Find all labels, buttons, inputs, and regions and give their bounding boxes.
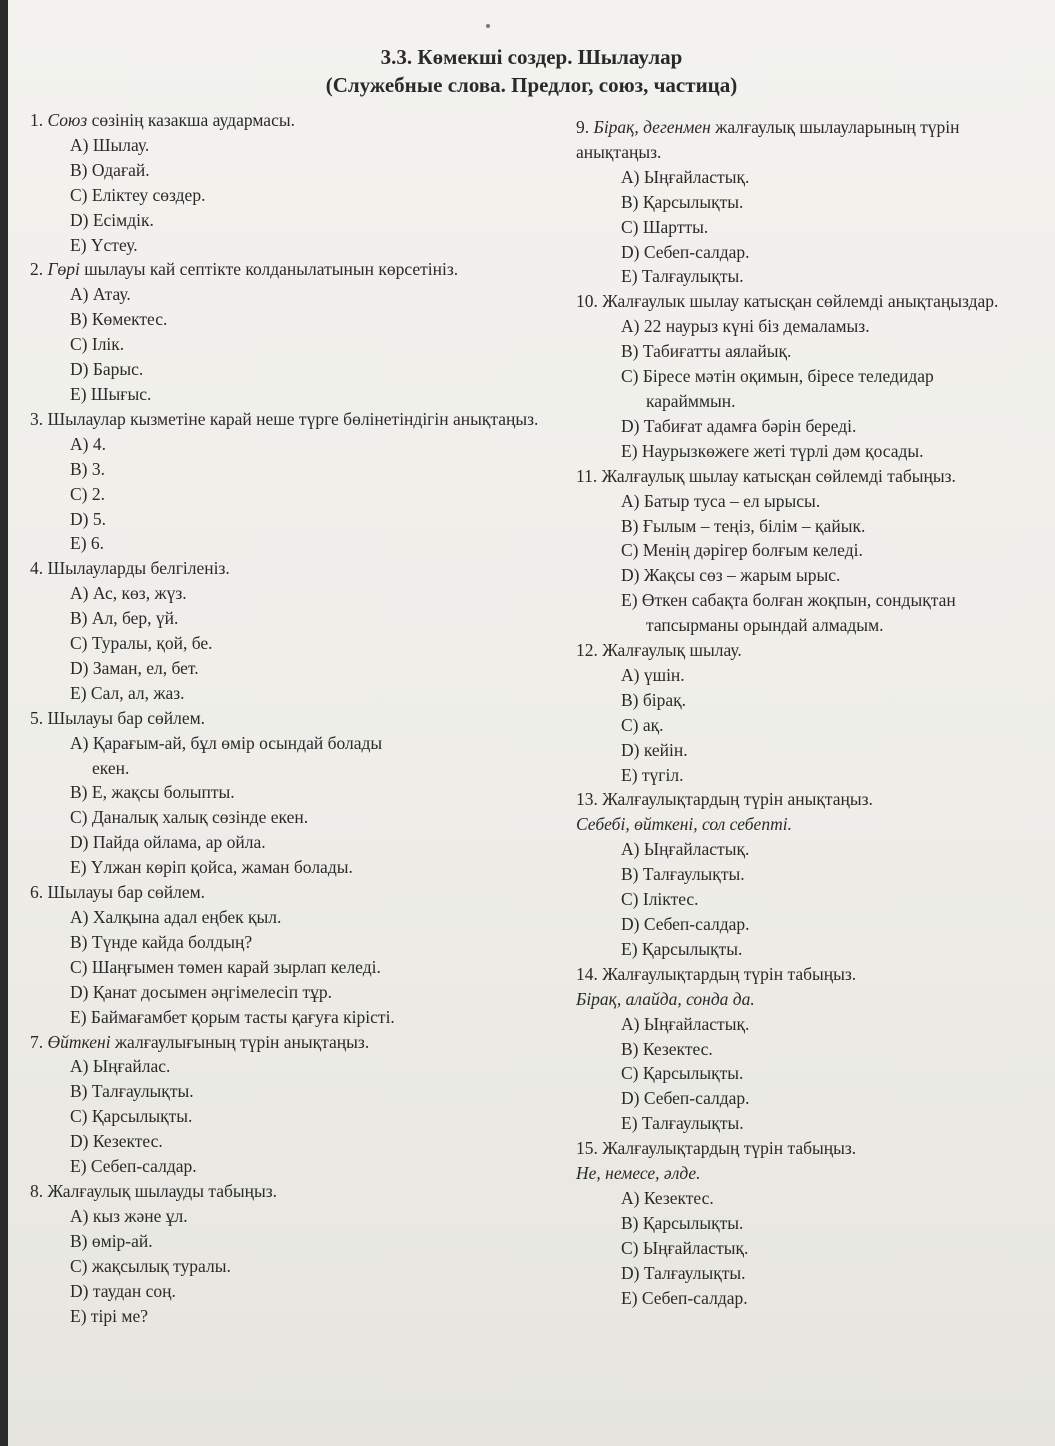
- answer-option: D) Қанат досымен әңгімелесіп тұр.: [70, 981, 333, 1002]
- question-number: 6.: [30, 882, 48, 903]
- left-question-column: [30, 108, 540, 1328]
- question-text: шылауы кай септікте колданылатынын көрсетініз.: [79, 259, 459, 280]
- answer-option: С) ақ.: [621, 714, 664, 735]
- answer-option: А) Ыңғайлас.: [70, 1056, 171, 1077]
- answer-option: А) Атау.: [70, 284, 131, 305]
- question-text: Шылауы бар сөйлем.: [47, 707, 206, 728]
- answer-option: D) Заман, ел, бет.: [70, 657, 199, 678]
- question-4: [30, 556, 540, 581]
- answer-option: D) Себеп-салдар.: [621, 241, 750, 262]
- answer-option: А) үшін.: [621, 664, 685, 685]
- answer-option: D) таудан соң.: [70, 1280, 176, 1301]
- answer-option: E) Талғаулықты.: [621, 1113, 744, 1134]
- answer-option: D) кейін.: [621, 739, 688, 760]
- question-2: [30, 257, 540, 282]
- question-text: Жалғаулық шылау.: [602, 640, 742, 661]
- question-7: [30, 1030, 540, 1055]
- question-text: Жалғаулықтардың түрін табыңыз.: [602, 1138, 857, 1159]
- question-text: жалғаулық шылауларының түрін анықтаңыз.: [576, 117, 960, 162]
- answer-option: А) Ыңғайластық.: [621, 839, 750, 860]
- question-number: 13.: [576, 789, 603, 810]
- question-keyword: Союз: [47, 110, 88, 130]
- question-keyword: Бірақ, дегенмен: [593, 117, 711, 137]
- answer-option: E) Өткен сабақта болған жоқпын, сондықтан: [621, 590, 956, 611]
- question-8: [30, 1179, 540, 1204]
- question-number: 4.: [30, 558, 48, 579]
- question-number: 1.: [30, 110, 48, 130]
- question-13: [576, 787, 1046, 812]
- answer-option: В) Табиғатты аялайық.: [621, 341, 792, 362]
- answer-option: E) Сал, ал, жаз.: [70, 682, 185, 703]
- question-9: [576, 115, 1046, 165]
- question-number: 14.: [576, 963, 603, 984]
- question-text: Шылауы бар сөйлем.: [47, 882, 206, 903]
- answer-option: В) Одағай.: [70, 159, 150, 180]
- question-5: [30, 706, 540, 731]
- answer-option: В) Е, жақсы болыпты.: [70, 782, 235, 803]
- question-number: 3.: [30, 408, 48, 429]
- question-text: Жалғаулықтардың түрін анықтаңыз.: [602, 789, 873, 810]
- answer-option: С) Шаңғымен төмен карай зырлап келеді.: [70, 956, 381, 977]
- question-number: 8.: [30, 1180, 48, 1201]
- answer-option-continuation: екен.: [92, 757, 130, 778]
- answer-option: В) Ал, бер, үй.: [70, 608, 179, 629]
- question-example-words: Себебі, өйткені, сол себепті.: [576, 814, 792, 835]
- answer-option: E) Себеп-салдар.: [70, 1156, 197, 1177]
- answer-option: В) Кезектес.: [621, 1038, 713, 1059]
- question-text: Шылаулар кызметіне карай неше түрге бөлінетіндігін анықтаңыз.: [47, 408, 539, 429]
- answer-option: А) Кезектес.: [621, 1187, 714, 1208]
- question-keyword: Гөрі: [47, 259, 80, 280]
- answer-option: С) Қарсылықты.: [70, 1106, 193, 1127]
- answer-option: С) Біресе мәтін оқимын, біресе теледидар: [621, 366, 934, 387]
- question-text: жалғаулығының түрін анықтаңыз.: [110, 1031, 370, 1052]
- answer-option: E) 6.: [70, 533, 105, 554]
- answer-option: E) Себеп-салдар.: [621, 1287, 748, 1308]
- answer-option: С) Менің дәрігер болғым келеді.: [621, 540, 863, 561]
- question-number: 9.: [576, 117, 594, 137]
- question-3: [30, 407, 540, 432]
- question-6: [30, 880, 540, 905]
- answer-option: В) бірақ.: [621, 689, 687, 710]
- question-text: сөзінің казакша аудармасы.: [87, 110, 295, 130]
- answer-option: А) 22 наурыз күні біз демаламыз.: [621, 316, 870, 337]
- question-number: 11.: [576, 465, 602, 486]
- question-12: [576, 638, 1046, 663]
- question-text: Жалғаулык шылау катысқан сөйлемді анықтаңыздар.: [602, 291, 999, 312]
- answer-option: E) тірі ме?: [70, 1305, 148, 1326]
- question-number: 15.: [576, 1138, 603, 1159]
- question-text: Жалғаулықтардың түрін табыңыз.: [602, 963, 857, 984]
- answer-option: D) Жақсы сөз – жарым ырыс.: [621, 565, 841, 586]
- pencil-mark: [486, 24, 490, 28]
- answer-option: С) Еліктеу сөздер.: [70, 184, 206, 205]
- answer-option: А) Ас, көз, жүз.: [70, 583, 187, 604]
- question-example-words: Бірақ, алайда, сонда да.: [576, 988, 755, 1009]
- question-number: 7.: [30, 1031, 48, 1052]
- question-text: Жалғаулық шылау катысқан сөйлемді табыңыз.: [601, 465, 956, 486]
- question-14: [576, 962, 1046, 987]
- answer-option: А) Ыңғайластық.: [621, 166, 750, 187]
- answer-option: А) Ыңғайластық.: [621, 1013, 750, 1034]
- question-keyword: Өйткені: [47, 1031, 111, 1052]
- answer-option: С) Ыңғайластық.: [621, 1237, 749, 1258]
- question-text: Шылауларды белгіленіз.: [47, 558, 230, 579]
- answer-option: E) Наурызкөжеге жеті түрлі дәм қосады.: [621, 440, 924, 461]
- question-15: [576, 1136, 1046, 1161]
- answer-option: E) Баймағамбет қорым тасты қағуға кірісті.: [70, 1006, 395, 1027]
- answer-option: D) Себеп-салдар.: [621, 1088, 750, 1109]
- question-10: [576, 289, 1046, 314]
- answer-option: А) кыз және ұл.: [70, 1205, 188, 1226]
- answer-option: D) Барыс.: [70, 359, 144, 380]
- answer-option: В) өмір-ай.: [70, 1230, 153, 1251]
- question-number: 12.: [576, 640, 603, 661]
- answer-option: А) Қарағым-ай, бұл өмір осындай болады: [70, 732, 383, 753]
- answer-option: D) 5.: [70, 508, 106, 529]
- question-number: 10.: [576, 291, 603, 312]
- answer-option: С) Қарсылықты.: [621, 1063, 744, 1084]
- answer-option: D) Пайда ойлама, ар ойла.: [70, 832, 266, 853]
- question-11: [576, 464, 1046, 489]
- right-question-column: [576, 115, 1046, 1311]
- answer-option-continuation: карайммын.: [646, 390, 736, 411]
- question-text: Жалғаулық шылауды табыңыз.: [47, 1180, 278, 1201]
- answer-option: А) Халқына адал еңбек қыл.: [70, 907, 282, 927]
- page-title: 3.3. Көмекші создер. Шылаулар: [380, 45, 683, 69]
- question-1: [30, 108, 540, 133]
- answer-option: С) Туралы, қой, бе.: [70, 633, 213, 654]
- answer-option: D) Талғаулықты.: [621, 1262, 746, 1283]
- answer-option-continuation: тапсырманы орындай алмадым.: [646, 615, 884, 636]
- answer-option: С) Іліктес.: [621, 889, 699, 910]
- answer-option: D) Кезектес.: [70, 1131, 163, 1152]
- answer-option: E) Үстеу.: [70, 234, 138, 255]
- answer-option: А) Батыр туса – ел ырысы.: [621, 490, 821, 511]
- answer-option: В) 3.: [70, 458, 105, 479]
- answer-option: В) Талғаулықты.: [621, 864, 745, 885]
- answer-option: E) Талғаулықты.: [621, 266, 744, 287]
- answer-option: В) Қарсылықты.: [621, 1212, 744, 1233]
- answer-option: С) Ілік.: [70, 334, 125, 355]
- question-example-words: Не, немесе, әлде.: [576, 1163, 701, 1184]
- answer-option: С) жақсылық туралы.: [70, 1255, 231, 1276]
- answer-option: С) 2.: [70, 483, 105, 504]
- answer-option: В) Түнде кайда болдың?: [70, 931, 253, 952]
- worksheet-page: [8, 0, 1055, 1446]
- answer-option: D) Себеп-салдар.: [621, 914, 750, 934]
- answer-option: D) Есімдік.: [70, 209, 154, 230]
- answer-option: E) Шығыс.: [70, 383, 152, 404]
- answer-option: В) Қарсылықты.: [621, 191, 744, 212]
- answer-option: В) Талғаулықты.: [70, 1081, 194, 1102]
- answer-option: E) Қарсылықты.: [621, 938, 743, 959]
- answer-option: В) Ғылым – теңіз, білім – қайык.: [621, 515, 866, 536]
- answer-option: E) Үлжан көріп қойса, жаман болады.: [70, 857, 353, 878]
- answer-option: С) Шартты.: [621, 216, 709, 237]
- answer-option: D) Табиғат адамға бәрін береді.: [621, 415, 857, 436]
- question-number: 2.: [30, 259, 48, 280]
- answer-option: А) 4.: [70, 433, 106, 454]
- answer-option: С) Даналық халық сөзінде екен.: [70, 807, 309, 828]
- answer-option: А) Шылау.: [70, 134, 150, 155]
- answer-option: В) Көмектес.: [70, 309, 168, 330]
- question-number: 5.: [30, 707, 48, 728]
- answer-option: E) түгіл.: [621, 764, 684, 785]
- page-subtitle: (Служебные слова. Предлог, союз, частица): [325, 73, 738, 97]
